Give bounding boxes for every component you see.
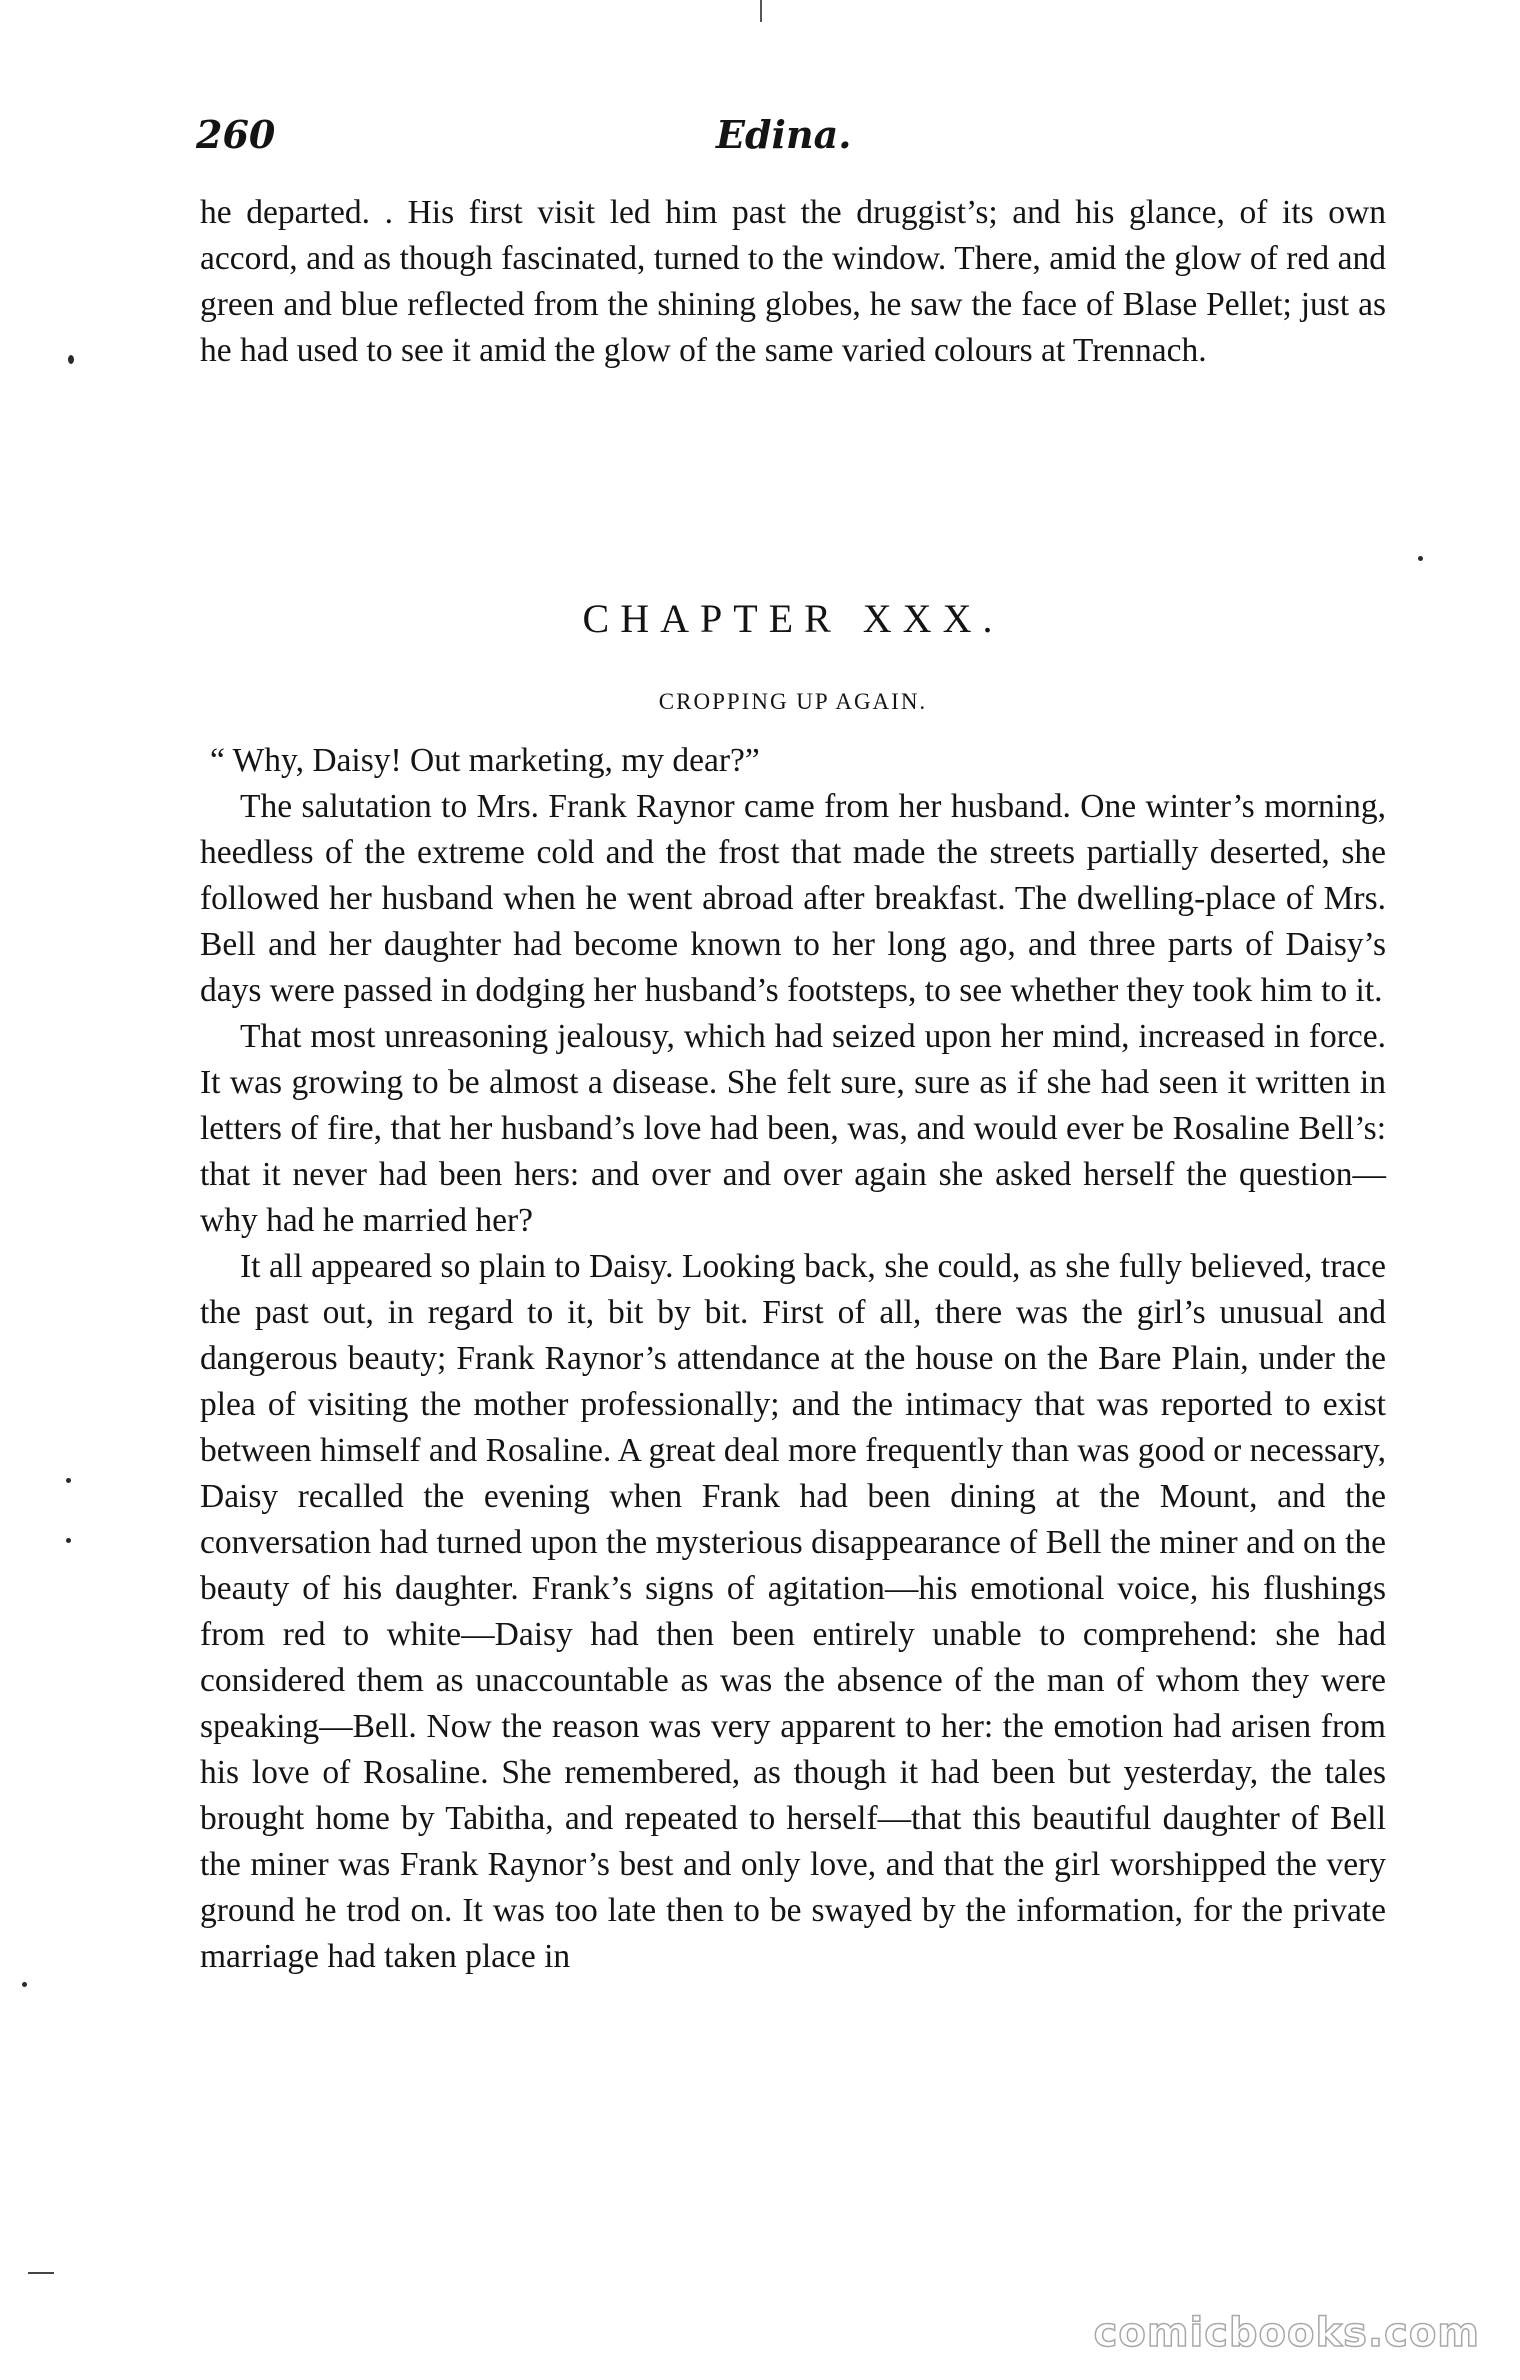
- chapter-body: [200, 738, 1386, 1980]
- paragraph: That most unreasoning jealousy, which had seized upon her mind, increased in force. It was growing to be almost a disease. She felt sure, sure as if she had seen it written in letters of fire, that her husband’s love had been, was, and would ever be Rosaline Bell’s: that it never had been hers: and over and over again she asked herself the question—why had he married her?: [200, 1018, 1386, 1239]
- chapter-subtitle: CROPPING UP AGAIN.: [658, 689, 928, 714]
- chapter-title: CHAPTER XXX.: [582, 596, 1004, 641]
- paragraph: The salutation to Mrs. Frank Raynor came from her husband. One winter’s morning, heedless of the extreme cold and the frost that made the streets partially deserted, she followed her husband when he went abroad after breakfast. The dwelling-place of Mrs. Bell and her daughter had become known to her long ago, and three parts of Daisy’s days were passed in dodging her husband’s footsteps, to see whether they took him to it.: [200, 788, 1386, 1009]
- continuation-paragraph: he departed. . His first visit led him past the druggist’s; and his glance, of its own accord, and as though fascinated, turned to the window. There, amid the glow of red and green and blue reflected from the shining globes, he saw the face of Blase Pellet; just as he had used to see it amid the glow of the same varied colours at Trennach.: [200, 194, 1386, 369]
- margin-speck: [1418, 556, 1423, 561]
- scan-mark: [760, 0, 762, 22]
- running-title: Edina.: [716, 112, 852, 157]
- paragraph: “ Why, Daisy! Out marketing, my dear?”: [210, 742, 760, 779]
- page-number: 260: [196, 112, 276, 157]
- margin-speck: [22, 1982, 27, 1987]
- margin-speck: [68, 355, 74, 364]
- watermark: comicbooks.com: [1093, 2310, 1480, 2356]
- margin-speck: [66, 1538, 71, 1543]
- paragraph: It all appeared so plain to Daisy. Looking back, she could, as she fully believed, trace the past out, in regard to it, bit by bit. First of all, there was the girl’s unusual and dangerous beauty; Frank Raynor’s attendance at the house on the Bare Plain, under the plea of visiting the mother professionally; and the intimacy that was reported to exist between himself and Rosaline. A great deal more frequently than was good or necessary, Daisy recalled the evening when Frank had been dining at the Mount, and the conversation had turned upon the mysterious disappearance of Bell the miner and on the beauty of his daughter. Frank’s signs of agitation—his emotional voice, his flushings from red to white—Daisy had then been entirely unable to comprehend: she had considered them as unaccountable as was the absence of the man of whom they were speaking—Bell. Now the reason was very apparent to her: the emotion had arisen from his love of Rosaline. She remembered, as though it had been but yesterday, the tales brought home by Tabitha, and repeated to herself—that this beautiful daughter of Bell the miner was Frank Raynor’s best and only love, and that the girl worshipped the very ground he trod on. It was too late then to be swayed by the information, for the private marriage had taken place in: [200, 1248, 1386, 1975]
- margin-speck: [66, 1478, 71, 1483]
- page-header: [196, 112, 1386, 172]
- scan-mark: [28, 2272, 54, 2274]
